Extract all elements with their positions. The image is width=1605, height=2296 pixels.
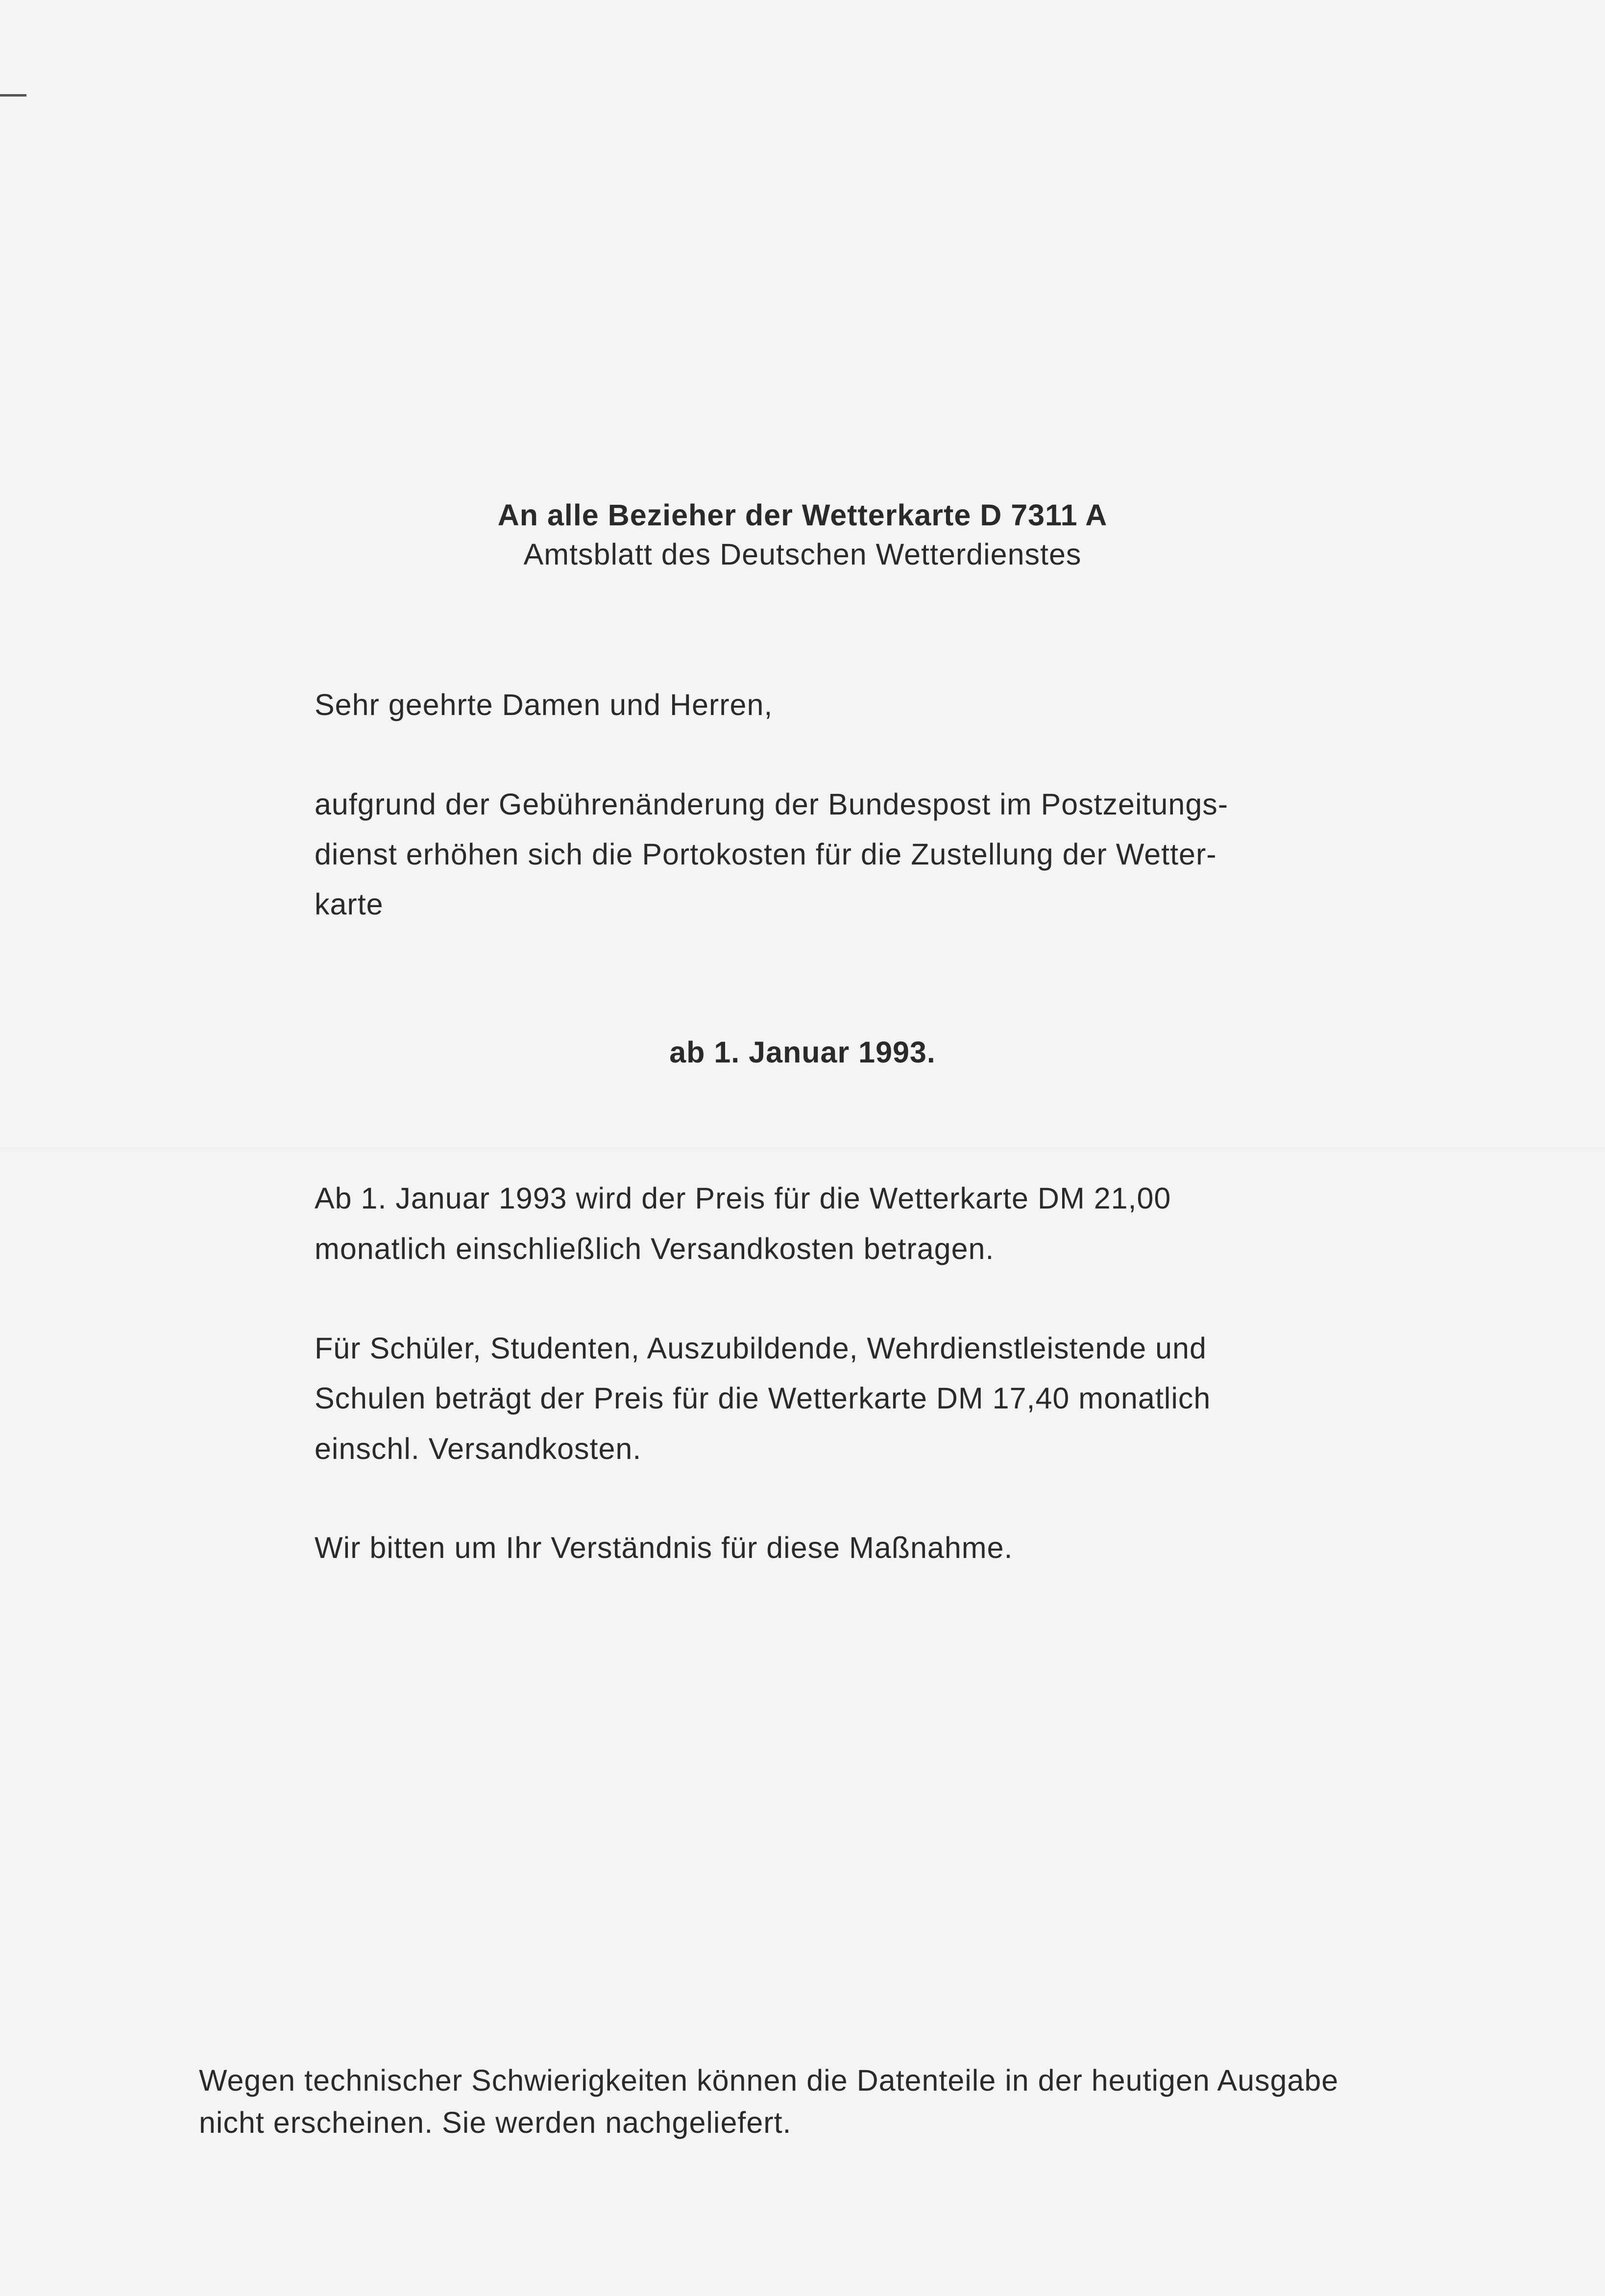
reduced-price-line: einschl. Versandkosten. — [315, 1432, 642, 1465]
footer-line: Wegen technischer Schwierigkeiten können die Datenteile in der heutigen Ausgabe — [199, 2064, 1339, 2097]
price-line: Ab 1. Januar 1993 wird der Preis für die Wetterkarte DM 21,00 — [315, 1182, 1171, 1215]
salutation: Sehr geehrte Damen und Herren, — [315, 688, 773, 721]
intro-line: dienst erhöhen sich die Portokosten für die Zustellung der Wetter- — [315, 838, 1217, 871]
closing-sentence: Wir bitten um Ihr Verständnis für diese Maßnahme. — [315, 1531, 1013, 1564]
letter-subtitle: Amtsblatt des Deutschen Wetterdienstes — [523, 538, 1082, 571]
intro-line: aufgrund der Gebührenänderung der Bundespost im Postzeitungs- — [315, 788, 1229, 821]
reduced-price-line: Für Schüler, Studenten, Auszubildende, Wehrdienstleistende und — [315, 1332, 1207, 1365]
footer-line: nicht erscheinen. Sie werden nachgeliefert. — [199, 2106, 792, 2139]
letter-title: An alle Bezieher der Wetterkarte D 7311 A — [497, 498, 1108, 532]
effective-date: ab 1. Januar 1993. — [669, 1036, 936, 1069]
price-line: monatlich einschließlich Versandkosten betragen. — [315, 1232, 995, 1265]
scan-edge-mark — [0, 94, 26, 97]
paper-fold-line — [0, 1148, 1605, 1149]
intro-line: karte — [315, 888, 384, 921]
reduced-price-line: Schulen beträgt der Preis für die Wetterkarte DM 17,40 monatlich — [315, 1382, 1211, 1415]
